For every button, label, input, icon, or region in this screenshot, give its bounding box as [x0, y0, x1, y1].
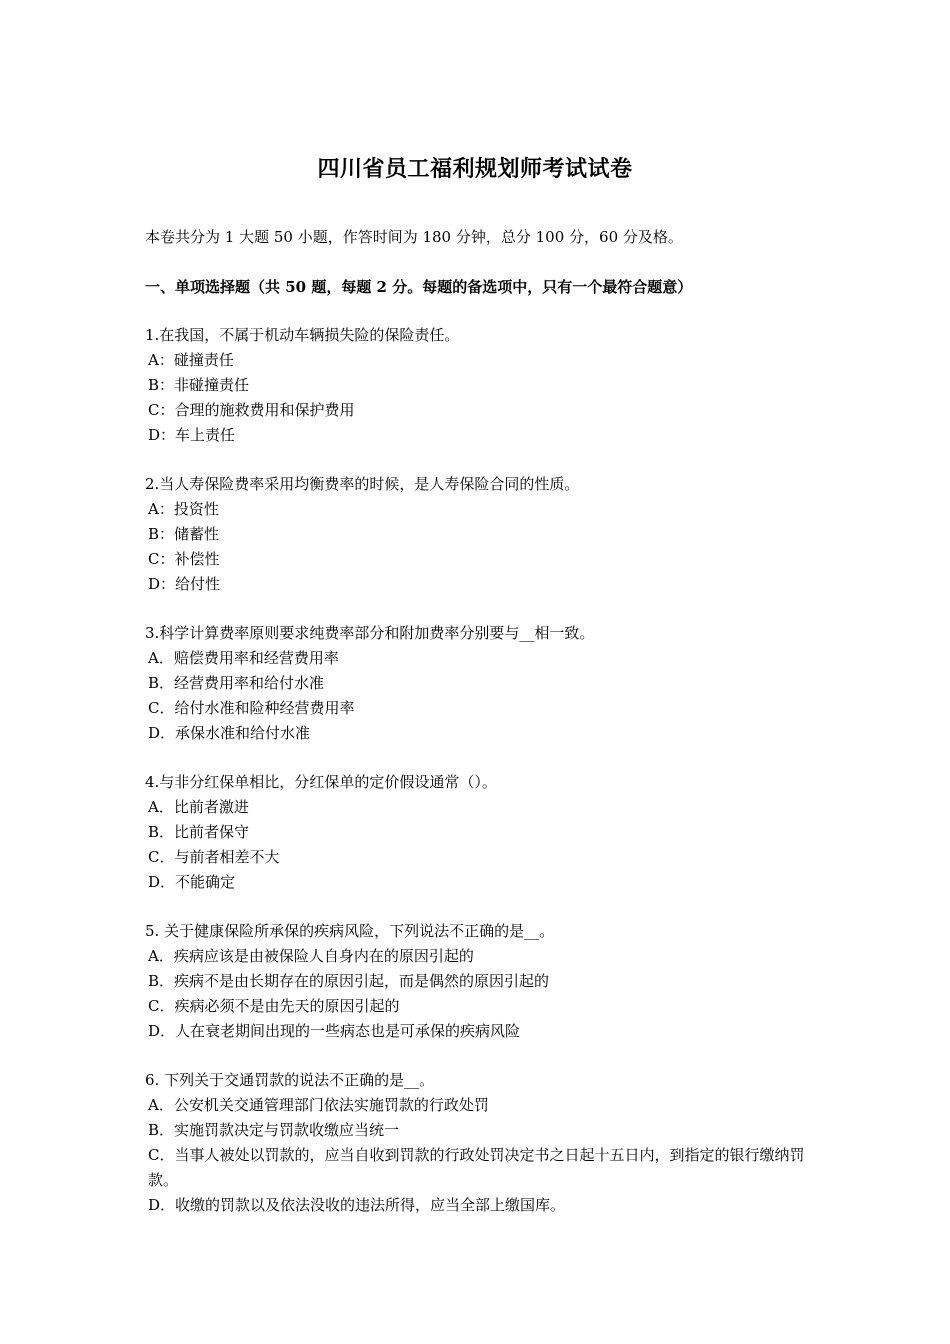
- option-b: B：非碰撞责任: [148, 376, 250, 394]
- option-a: A．赔偿费用率和经营费用率: [148, 649, 339, 667]
- exam-intro: 本卷共分为 1 大题 50 小题，作答时间为 180 分钟，总分 100 分，60 分及格。: [145, 228, 683, 246]
- option-d: D．人在衰老期间出现的一些病态也是可承保的疾病风险: [148, 1022, 521, 1040]
- question-4: [145, 770, 815, 895]
- option-b: B．实施罚款决定与罚款收缴应当统一: [148, 1121, 400, 1139]
- option-c: C．与前者相差不大: [148, 848, 280, 866]
- option-d: D．承保水准和给付水准: [148, 724, 311, 742]
- option-c: C．疾病必须不是由先天的原因引起的: [148, 997, 400, 1015]
- question-2: [145, 472, 815, 597]
- option-a: A．公安机关交通管理部门依法实施罚款的行政处罚: [148, 1096, 489, 1114]
- option-c: C．给付水准和险种经营费用率: [148, 699, 355, 717]
- question-stem: 5. 关于健康保险所承保的疾病风险，下列说法不正确的是__。: [145, 922, 555, 940]
- question-list: [145, 323, 815, 1242]
- question-stem: 3.科学计算费率原则要求纯费率部分和附加费率分别要与__相一致。: [145, 624, 595, 642]
- question-1: [145, 323, 815, 448]
- question-6: [145, 1068, 815, 1218]
- option-a: A．疾病应该是由被保险人自身内在的原因引起的: [148, 947, 474, 965]
- question-5: [145, 919, 815, 1044]
- option-b: B：储蓄性: [148, 525, 220, 543]
- question-stem: 6. 下列关于交通罚款的说法不正确的是__。: [145, 1071, 435, 1089]
- option-c: C：合理的施救费用和保护费用: [148, 401, 355, 419]
- question-stem: 1.在我国，不属于机动车辆损失险的保险责任。: [145, 326, 460, 344]
- document-title: 四川省员工福利规划师考试试卷: [317, 156, 633, 182]
- option-b: B．比前者保守: [148, 823, 250, 841]
- option-b: B．疾病不是由长期存在的原因引起，而是偶然的原因引起的: [148, 972, 550, 990]
- option-d: D：车上责任: [148, 426, 236, 444]
- option-c: C．当事人被处以罚款的，应当自收到罚款的行政处罚决定书之日起十五日内，到指定的银行缴纳罚款。: [148, 1146, 805, 1189]
- question-3: [145, 621, 815, 746]
- option-c: C：补偿性: [148, 550, 220, 568]
- option-a: A：投资性: [148, 500, 219, 518]
- question-stem: 4.与非分红保单相比，分红保单的定价假设通常（）。: [145, 773, 497, 791]
- option-b: B．经营费用率和给付水准: [148, 674, 325, 692]
- section-heading: 一、单项选择题（共 50 题，每题 2 分。每题的备选项中，只有一个最符合题意）: [145, 278, 693, 296]
- option-a: A．比前者激进: [148, 798, 249, 816]
- option-a: A：碰撞责任: [148, 351, 234, 369]
- option-d: D．不能确定: [148, 873, 236, 891]
- option-d: D．收缴的罚款以及依法没收的违法所得，应当全部上缴国库。: [148, 1196, 566, 1214]
- option-d: D：给付性: [148, 575, 221, 593]
- question-stem: 2.当人寿保险费率采用均衡费率的时候，是人寿保险合同的性质。: [145, 475, 580, 493]
